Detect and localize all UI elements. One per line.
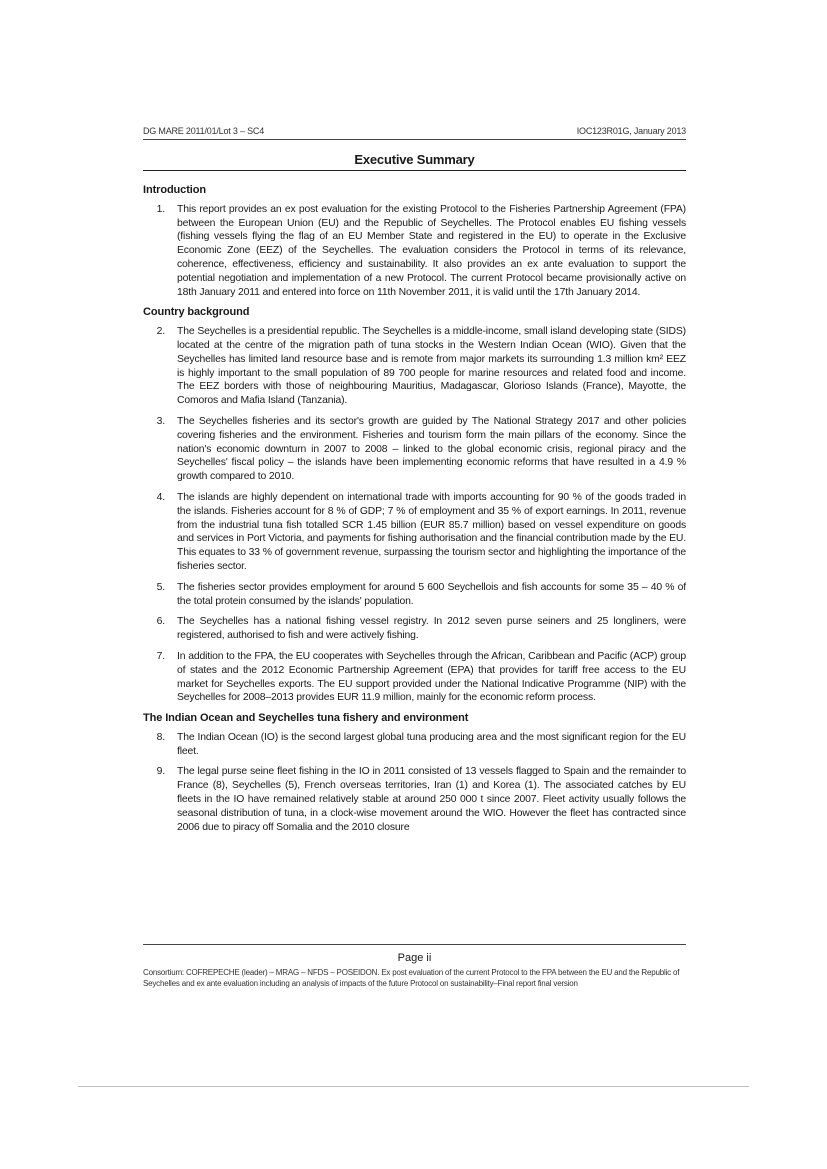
paragraph <box>143 415 686 484</box>
paragraph-text: The islands are highly dependent on international trade with imports accounting for 90 % of the goods traded in the islands. Fisheries account for 8 % of GDP; 7 % of employment and 35 % of export earnings. In 2011, revenue from the industrial tuna fish totalled SCR 1.45 billion (EUR 85.7 million) based on vessel expenditure on goods and services in Port Victoria, and payments for fishing authorisation and the financial contribution made by the EU. This equates to 33 % of government revenue, surpassing the tourism sector and highlighting the importance of the fisheries sector. <box>177 491 686 572</box>
page-bottom-divider <box>78 1086 749 1087</box>
paragraph-number: 3. <box>156 415 165 427</box>
section-heading-indian-ocean: The Indian Ocean and Seychelles tuna fishery and environment <box>143 712 469 725</box>
document-body <box>143 184 686 841</box>
paragraph-number: 6. <box>156 616 165 628</box>
paragraph-number: 2. <box>156 326 165 338</box>
paragraph <box>143 203 686 300</box>
paragraph-number: 8. <box>156 731 165 743</box>
paragraph-text: The Seychelles has a national fishing vessel registry. In 2012 seven purse seiners and 25 longliners, were registered, authorised to fish and were actively fishing. <box>177 616 686 642</box>
paragraph-text: The Indian Ocean (IO) is the second largest global tuna producing area and the most significant region for the EU fleet. <box>177 731 686 757</box>
paragraph <box>143 650 686 705</box>
paragraph <box>143 615 686 643</box>
paragraph <box>143 765 686 834</box>
header-right: IOC123R01G, January 2013 <box>576 126 686 136</box>
header-left: DG MARE 2011/01/Lot 3 – SC4 <box>143 126 264 136</box>
page-title: Executive Summary <box>354 152 475 167</box>
section-heading-introduction: Introduction <box>143 184 206 196</box>
paragraph <box>143 325 686 408</box>
paragraph-number: 1. <box>156 203 165 215</box>
section-heading-country-background: Country background <box>143 306 250 319</box>
title-rule <box>143 170 686 171</box>
header-rule <box>143 139 686 140</box>
page-number: Page ii <box>397 952 432 964</box>
paragraph-text: This report provides an ex post evaluation for the existing Protocol to the Fisheries Partnership Agreement (FPA) between the European Union (EU) and the Republic of Seychelles. The Protocol enables EU fishing vessels (fishing vessels flying the flag of an EU Member State and registered in the EU) to operate in the Exclusive Economic Zone (EEZ) of the Seychelles. The evaluation considers the Protocol in terms of its relevance, coherence, effectiveness, efficiency and sustainability. It also provides an ex ante evaluation to support the potential negotiation and implementation of a new Protocol. The current Protocol became provisionally active on 18th January 2011 and entered into force on 11th November 2011, it is valid until the 17th January 2014. <box>177 203 686 298</box>
paragraph-text: In addition to the FPA, the EU cooperates with Seychelles through the African, Caribbean and Pacific (ACP) group of states and the 2012 Economic Partnership Agreement (EPA) that provides for tariff free access to the EU market for Seychelles exports. The EU support provided under the National Indicative Programme (NIP) with the Seychelles for 2008–2013 provides EUR 11.9 million, mainly for the economic reform process. <box>177 650 686 704</box>
running-header <box>143 126 686 136</box>
footer-consortium-note: Consortium: COFREPECHE (leader) – MRAG – NFDS – POSEIDON. Ex post evaluation of the current Protocol to the FPA between the EU and the Republic of Seychelles and ex ante evaluation including an analysis of impacts of the future Protocol on sustainability–Final report final version <box>143 968 680 988</box>
paragraph-text: The fisheries sector provides employment for around 5 600 Seychellois and fish accounts for some 35 – 40 % of the total protein consumed by the islands' population. <box>177 581 686 607</box>
paragraph-number: 9. <box>156 766 165 778</box>
footer-rule <box>143 944 686 945</box>
paragraph-number: 4. <box>156 491 165 503</box>
paragraph <box>143 491 686 574</box>
paragraph-text: The Seychelles fisheries and its sector's growth are guided by The National Strategy 2017 and other policies covering fisheries and the environment. Fisheries and tourism form the main pillars of the economy. Since the nation's economic downturn in 2007 to 2008 – linked to the global economic crisis, regional piracy and the Seychelles' fiscal policy – the islands have been implementing economic reforms that have resulted in a 4.9 % growth compared to 2010. <box>177 415 686 483</box>
paragraph-text: The Seychelles is a presidential republic. The Seychelles is a middle-income, small island developing state (SIDS) located at the centre of the migration path of tuna stocks in the Western Indian Ocean (WIO). Given that the Seychelles has limited land resource base and is remote from major markets its surrounding 1.3 million km² EEZ is highly important to the small population of 89 700 people for marine resources and related food and income. The EEZ borders with those of neighbouring Mauritius, Madagascar, Glorioso Islands (France), Mayotte, the Comoros and Mafia Island (Tanzania). <box>177 326 686 407</box>
paragraph <box>143 731 686 759</box>
paragraph-number: 5. <box>156 581 165 593</box>
paragraph-text: The legal purse seine fleet fishing in the IO in 2011 consisted of 13 vessels flagged to Spain and the remainder to France (8), Seychelles (5), French overseas territories, Iran (1) and Korea (1). The associated catches by EU fleets in the IO have remained relatively stable at around 250 000 t since 2007. Fleet activity usually follows the seasonal distribution of tuna, in a clock-wise movement around the WIO. However the fleet has contracted since 2006 due to piracy off Somalia and the 2010 closure <box>177 766 686 833</box>
paragraph <box>143 581 686 609</box>
paragraph-number: 7. <box>156 650 165 662</box>
